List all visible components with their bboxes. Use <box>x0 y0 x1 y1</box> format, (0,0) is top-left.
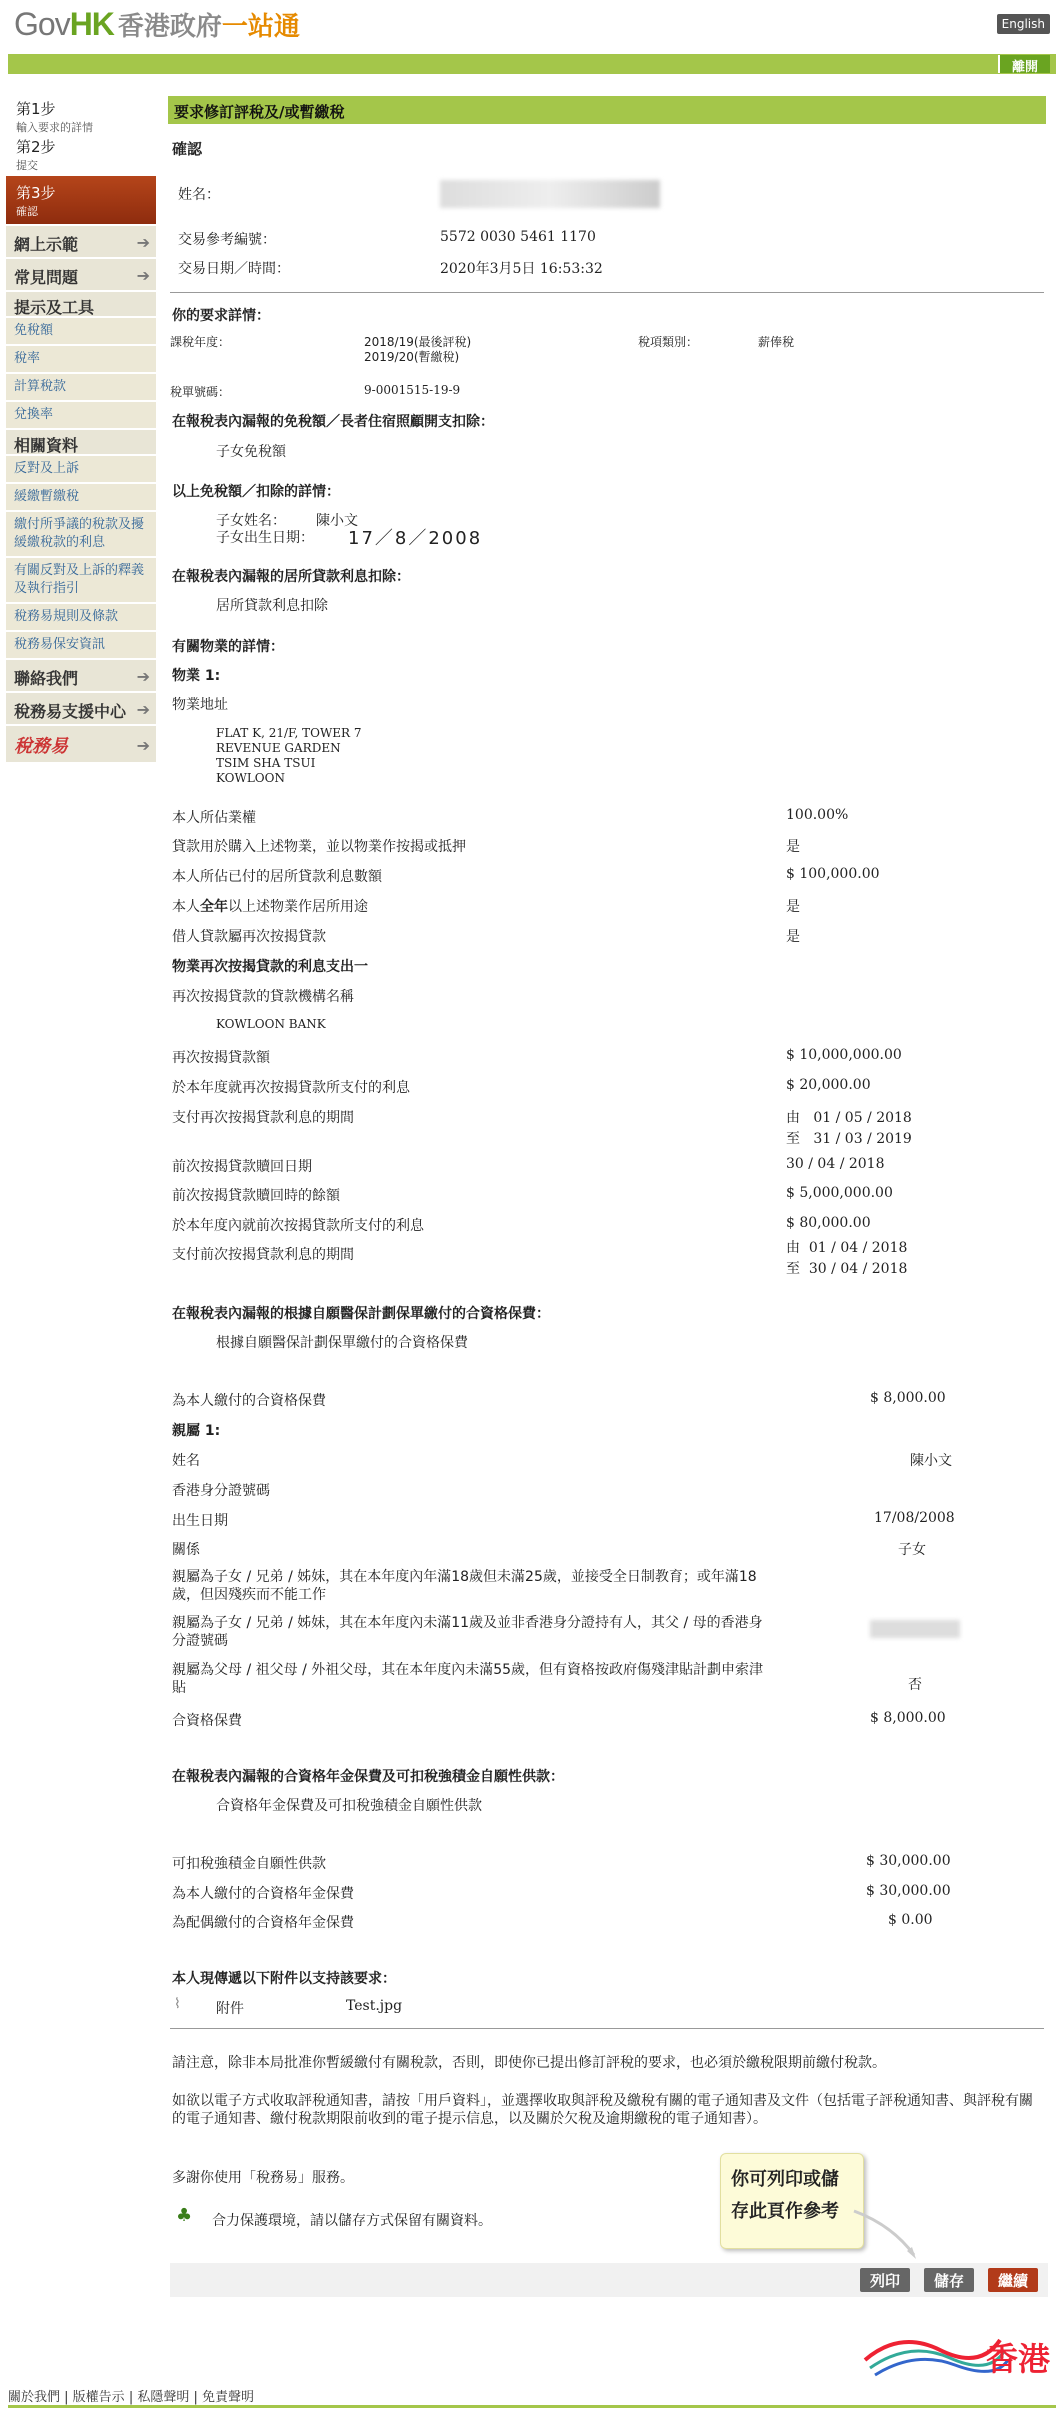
divider <box>170 2028 1044 2029</box>
file-no-label: 稅單號碼： <box>170 385 231 399</box>
mpf-tvc-value: $ 30,000.00 <box>866 1853 951 1869</box>
relative-hkid-label: 香港身分證號碼 <box>172 1483 270 1499</box>
menu-online-demo-label: 網上示範 <box>14 235 79 254</box>
annuity-spouse-value: $ 0.00 <box>888 1912 933 1928</box>
prev-period-label: 支付前次按揭貸款利息的期間 <box>172 1247 354 1263</box>
thanks-text: 多謝你使用「稅務易」服務。 <box>172 2170 354 2186</box>
footer-bar <box>8 2405 1056 2408</box>
relation-value: 子女 <box>898 1542 926 1558</box>
note-etax: 如欲以電子方式收取評稅通知書，請按「用戶資料」，並選擇收取與評稅及繳稅有關的電子通知書及文件（包括電子評稅通知書、與評稅有關的電子通知書、繳付稅款期限前收到的電子提示信息，以及關於欠稅及逾期繳稅的電子通知書）。 <box>172 2093 1033 2127</box>
menu-item-holdover[interactable]: 緩繳暫繳稅 <box>6 482 156 510</box>
menu-item-objection[interactable]: 反對及上訴 <box>6 454 156 482</box>
remortgage-interest-value: $ 20,000.00 <box>786 1077 871 1093</box>
print-button[interactable]: 列印 <box>860 2268 910 2292</box>
relative-no: 親屬 1: <box>172 1423 221 1439</box>
leave-button[interactable]: 離開 <box>998 55 1050 73</box>
mpf-tvc-label: 可扣稅強積金自願性供款 <box>172 1856 326 1872</box>
menu-contact-label: 聯絡我們 <box>14 669 79 688</box>
menu-related: 相關資料 <box>6 428 156 454</box>
hli-amount-label: 本人所佔已付的居所貸款利息數額 <box>172 869 382 885</box>
remortgage-period-from: 由 01 / 05 / 2018 <box>786 1110 912 1126</box>
loan-purpose-label: 貸款用於購入上述物業，並以物業作按揭或抵押 <box>172 839 466 855</box>
continue-button[interactable]: 繼續 <box>988 2268 1038 2292</box>
address-line: KOWLOON <box>216 771 285 785</box>
property-heading: 有關物業的詳情： <box>172 639 284 655</box>
tooltip-pointer-arrow <box>852 2205 922 2265</box>
prev-interest-label: 於本年度內就前次按揭貸款所支付的利息 <box>172 1218 424 1234</box>
vhis-value: 根據自願醫保計劃保單繳付的合資格保費 <box>216 1335 468 1351</box>
annuity-self-label: 為本人繳付的合資格年金保費 <box>172 1886 354 1902</box>
date-value: 2020年3月5日 16:53:32 <box>440 261 603 277</box>
relative-q2: 親屬為子女 / 兄弟 / 姊妹，其在本年度內未滿11歲及並非香港身分證持有人，其父 / 母的香港身分證號碼 <box>172 1615 763 1649</box>
tooltip-print-save: 你可列印或儲存此頁作參考 <box>720 2153 864 2249</box>
lender-value: KOWLOON BANK <box>216 1017 326 1031</box>
hli-value: 居所貸款利息扣除 <box>216 598 328 614</box>
menu-tips-tools: 提示及工具 <box>6 290 156 316</box>
tax-type-value: 薪俸稅 <box>758 335 795 349</box>
menu-item-security[interactable]: 稅務易保安資訊 <box>6 630 156 658</box>
prev-redeem-date-value: 30 / 04 / 2018 <box>786 1156 885 1172</box>
date-label: 交易日期／時間： <box>178 261 290 277</box>
logo-gov: Gov <box>14 6 70 42</box>
tax-year-value-1: 2018/19(最後評稅) <box>364 335 472 349</box>
menu-item-exchange-rate[interactable]: 兌換率 <box>6 400 156 428</box>
menu-item-allowance[interactable]: 免稅額 <box>6 316 156 344</box>
child-dob-value: 17／8／2008 <box>348 528 483 549</box>
remortgage-amount-label: 再次按揭貸款額 <box>172 1050 270 1066</box>
prev-period-to: 至 30 / 04 / 2018 <box>786 1261 908 1277</box>
ref-label: 交易參考編號： <box>178 232 276 248</box>
relative-name-label: 姓名 <box>172 1453 200 1469</box>
arrow-right-icon: ➔ <box>136 736 150 755</box>
button-bar <box>170 2263 1048 2297</box>
eco-text: 合力保護環境，請以儲存方式保留有關資料。 <box>212 2213 492 2229</box>
remortgage-amount-value: $ 10,000,000.00 <box>786 1047 902 1063</box>
prev-period-from: 由 01 / 04 / 2018 <box>786 1240 908 1256</box>
relative-name-value: 陳小文 <box>910 1453 952 1469</box>
child-name-label: 子女姓名： <box>216 513 286 529</box>
page-title: 要求修訂評稅及/或暫繳稅 <box>168 96 1046 124</box>
paperclip-icon: ⌇ <box>174 1996 181 2012</box>
residence-label-post: 以上述物業作居所用途 <box>228 899 368 915</box>
request-heading: 你的要求詳情： <box>172 308 270 324</box>
menu-item-calc-tax[interactable]: 計算稅款 <box>6 372 156 400</box>
loan-purpose-value: 是 <box>786 839 800 855</box>
residence-label-pre: 本人 <box>172 899 200 915</box>
ownership-value: 100.00% <box>786 807 849 823</box>
step-1-title: 第1步 <box>16 100 56 118</box>
parent-hkid-redacted <box>870 1620 960 1638</box>
attach-file[interactable]: Test.jpg <box>346 1998 403 2014</box>
attach-heading: 本人現傳遞以下附件以支持該要求： <box>172 1971 396 1987</box>
govhk-logo[interactable] <box>14 6 300 46</box>
ref-value: 5572 0030 5461 1170 <box>440 229 596 245</box>
annuity-self-value: $ 30,000.00 <box>866 1883 951 1899</box>
address-line: REVENUE GARDEN <box>216 741 341 755</box>
step-1 <box>6 92 156 134</box>
tax-type-label: 稅項類別： <box>638 335 699 349</box>
premium-label: 合資格保費 <box>172 1713 242 1729</box>
step-3-sub: 確認 <box>16 205 38 218</box>
address-block <box>216 726 362 786</box>
remortgage-heading: 物業再次按揭貸款的利息支出一 <box>172 959 368 975</box>
logo-zh2: 一站通 <box>221 12 300 42</box>
address-label: 物業地址 <box>172 697 228 713</box>
residence-label-bold: 全年 <box>200 899 228 915</box>
residence-value: 是 <box>786 899 800 915</box>
allowance-heading: 在報稅表內漏報的免稅額／長者住宿照顧開支扣除： <box>172 414 494 430</box>
hli-amount-value: $ 100,000.00 <box>786 866 880 882</box>
prev-redeem-date-label: 前次按揭貸款贖回日期 <box>172 1159 312 1175</box>
main-content <box>168 96 1046 124</box>
address-line: FLAT K, 21/F, TOWER 7 <box>216 726 362 740</box>
footer-links: 關於我們 | 版權告示 | 私隱聲明 | 免責聲明 <box>8 2390 255 2405</box>
premium-value: $ 8,000.00 <box>870 1710 946 1726</box>
step-2 <box>6 130 156 176</box>
menu-item-guide[interactable]: 有關反對及上訴的釋義及執行指引 <box>6 556 156 602</box>
menu-item-disputed-tax[interactable]: 繳付所爭議的稅款及擾緩繳稅款的利息 <box>6 510 156 556</box>
child-dob-label: 子女出生日期： <box>216 530 314 546</box>
menu-online-demo[interactable] <box>6 224 156 257</box>
child-name-value: 陳小文 <box>316 513 358 529</box>
step-3-title: 第3步 <box>16 184 56 202</box>
footer-disclaimer[interactable]: 免責聲明 <box>202 2390 255 2405</box>
name-label: 姓名： <box>178 187 220 203</box>
mpf-value: 合資格年金保費及可扣稅強積金自願性供款 <box>216 1798 482 1814</box>
sidebar <box>6 92 156 762</box>
save-button[interactable]: 儲存 <box>924 2268 974 2292</box>
tree-icon: ♣ <box>176 2205 193 2226</box>
logo-hk: HK <box>69 6 114 42</box>
address-line: TSIM SHA TSUI <box>216 756 316 770</box>
remortgage-period-label: 支付再次按揭貸款利息的期間 <box>172 1110 354 1126</box>
english-button[interactable]: English <box>997 14 1050 34</box>
menu-support-label: 稅務易支援中心 <box>14 702 127 721</box>
step-2-sub: 提交 <box>16 159 38 172</box>
relative-dob-value: 17/08/2008 <box>874 1510 955 1526</box>
allowance-detail-heading: 以上免稅額／扣除的詳情： <box>172 484 340 500</box>
prev-balance-value: $ 5,000,000.00 <box>786 1185 893 1201</box>
note-payment: 請注意，除非本局批准你暫緩繳付有關稅款，否則，即使你已提出修訂評稅的要求，也必須於繳稅限期前繳付稅款。 <box>172 2055 886 2071</box>
logo-zh: 香港政府 <box>117 12 222 42</box>
relation-label: 關係 <box>172 1542 200 1558</box>
arrow-right-icon: ➔ <box>136 266 150 285</box>
hli-heading: 在報稅表內漏報的居所貸款利息扣除： <box>172 569 410 585</box>
residence-label <box>172 896 368 916</box>
remortgage-flag-label: 借人貸款屬再次按揭貸款 <box>172 929 326 945</box>
vhis-heading: 在報稅表內漏報的根據自願醫保計劃保單繳付的合資格保費： <box>172 1306 550 1322</box>
vhis-self-value: $ 8,000.00 <box>870 1390 946 1406</box>
menu-item-tax-rate[interactable]: 稅率 <box>6 344 156 372</box>
vhis-self-label: 為本人繳付的合資格保費 <box>172 1393 326 1409</box>
name-value-redacted <box>440 180 660 208</box>
relative-q1: 親屬為子女 / 兄弟 / 姊妹，其在本年度內年滿18歲但未滿25歲，並接受全日制教育；或年滿18歲，但因殘疾而不能工作 <box>172 1569 757 1603</box>
menu-contact[interactable] <box>6 658 156 691</box>
allowance-value: 子女免稅額 <box>216 444 286 460</box>
remortgage-flag-value: 是 <box>786 929 800 945</box>
divider <box>170 292 1044 293</box>
mpf-heading: 在報稅表內漏報的合資格年金保費及可扣稅強積金自願性供款： <box>172 1769 564 1785</box>
footer-copyright[interactable]: 版權告示 <box>72 2390 125 2405</box>
arrow-right-icon: ➔ <box>136 233 150 252</box>
step-2-title: 第2步 <box>16 138 56 156</box>
menu-faq[interactable] <box>6 257 156 290</box>
remortgage-interest-label: 於本年度就再次按揭貸款所支付的利息 <box>172 1080 410 1096</box>
relative-dob-label: 出生日期 <box>172 1513 228 1529</box>
relative-q3-value: 否 <box>908 1677 922 1693</box>
confirm-heading: 確認 <box>172 140 203 158</box>
step-1-sub: 輸入要求的詳情 <box>16 121 93 134</box>
menu-support[interactable] <box>6 691 156 724</box>
step-3 <box>6 176 156 224</box>
ownership-label: 本人所佔業權 <box>172 810 256 826</box>
attach-label: 附件 <box>216 2001 244 2017</box>
footer-privacy[interactable]: 私隱聲明 <box>137 2390 190 2405</box>
menu-eta-logo[interactable] <box>6 724 156 762</box>
remortgage-period-to: 至 31 / 03 / 2019 <box>786 1131 912 1147</box>
annuity-spouse-label: 為配偶繳付的合資格年金保費 <box>172 1915 354 1931</box>
lender-label: 再次按揭貸款的貸款機構名稱 <box>172 989 354 1005</box>
eta-logo: 稅務易 <box>14 736 68 757</box>
arrow-right-icon: ➔ <box>136 700 150 719</box>
footer-about[interactable]: 關於我們 <box>8 2390 61 2405</box>
tax-year-value-2: 2019/20(暫繳稅) <box>364 350 460 364</box>
property-no: 物業 1: <box>172 668 221 684</box>
file-no-value: 9-0001515-19-9 <box>364 383 461 397</box>
top-bar <box>8 54 1056 74</box>
tax-year-label: 課稅年度： <box>170 335 231 349</box>
relative-q3: 親屬為父母 / 祖父母 / 外祖父母，其在本年度內未滿55歲，但有資格按政府傷殘津貼計劃申索津貼 <box>172 1662 764 1696</box>
hk-brand-logo: 香港 <box>985 2340 1050 2378</box>
arrow-right-icon: ➔ <box>136 667 150 686</box>
prev-interest-value: $ 80,000.00 <box>786 1215 871 1231</box>
prev-balance-label: 前次按揭貸款贖回時的餘額 <box>172 1188 340 1204</box>
menu-faq-label: 常見問題 <box>14 268 79 287</box>
menu-item-terms[interactable]: 稅務易規則及條款 <box>6 602 156 630</box>
